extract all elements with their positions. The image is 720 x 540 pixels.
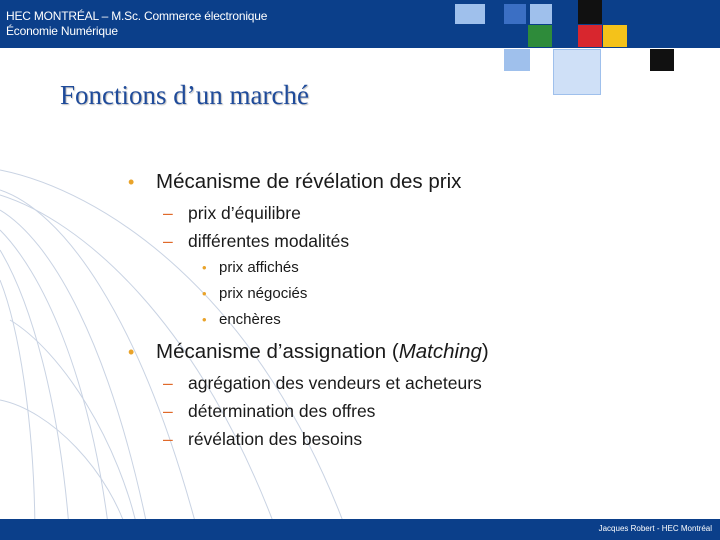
deco-square [578, 0, 602, 24]
bullet-level3 [202, 311, 281, 328]
bullet-text-italic: Matching [398, 340, 482, 363]
bullet-level3 [202, 285, 307, 302]
deco-square [530, 4, 552, 24]
dash-icon: – [163, 203, 173, 223]
bullet-text: révélation des besoins [188, 429, 363, 449]
deco-square [603, 25, 627, 47]
deco-square [504, 49, 530, 71]
bullet-level1 [128, 170, 461, 194]
bullet-text: ) [481, 340, 489, 363]
bullet-text: prix affichés [219, 259, 299, 276]
footer-credit: Jacques Robert - HEC Montréal [598, 524, 712, 533]
bullet-text: différentes modalités [188, 231, 350, 251]
deco-square [455, 4, 485, 24]
dash-icon: – [163, 429, 173, 449]
slide-title: Fonctions d’un marché [60, 80, 309, 110]
dash-icon: – [163, 231, 173, 251]
bullet-dot-icon: • [202, 260, 207, 275]
deco-square [528, 25, 552, 47]
bullet-text: enchères [219, 311, 281, 328]
deco-square [553, 49, 601, 95]
dash-icon: – [163, 373, 173, 393]
bullet-level2 [163, 373, 482, 394]
bullet-text: détermination des offres [188, 401, 376, 421]
bullet-text: prix négociés [219, 285, 308, 302]
deco-square [504, 4, 526, 24]
bullet-level3 [202, 259, 299, 276]
bullet-dot-icon: • [202, 286, 207, 301]
bullet-level2 [163, 429, 362, 450]
bullet-level2 [163, 401, 375, 422]
footer-bar [0, 519, 720, 540]
dash-icon: – [163, 401, 173, 421]
bullet-text: Mécanisme de révélation des prix [156, 170, 462, 193]
bullet-text: Mécanisme d’assignation ( [156, 340, 399, 363]
bullet-dot-icon: • [128, 172, 135, 192]
bullet-level1 [128, 340, 489, 364]
header-course-subtitle: Économie Numérique [6, 24, 118, 38]
bullet-text: agrégation des vendeurs et acheteurs [188, 373, 482, 393]
bullet-level2 [163, 231, 349, 252]
bullet-text: prix d’équilibre [188, 203, 301, 223]
bullet-level2 [163, 203, 301, 224]
deco-square [578, 25, 602, 47]
header-course-title: HEC MONTRÉAL – M.Sc. Commerce électronique [6, 9, 268, 23]
deco-square [650, 49, 674, 71]
bullet-dot-icon: • [202, 312, 207, 327]
bullet-dot-icon: • [128, 342, 135, 362]
